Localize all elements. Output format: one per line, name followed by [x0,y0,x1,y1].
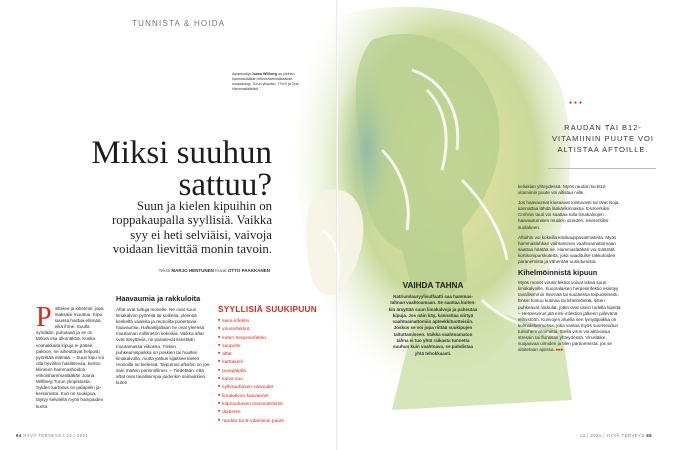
section-label: TUNNISTA & HOIDA [132,19,226,28]
credit-photographer: OTTO PAAKKANEN [227,268,270,273]
caption-prefix: Asiantuntija [232,72,251,76]
drop-cap: P [36,302,52,333]
pull-quote: RAUDAN TAI B12-VITAMIININ PUUTE VOI ALTISTAA AFTOILLE. [552,123,654,154]
credit-photo-label: Kuvat [215,268,227,273]
magazine-name-left: HYVÄ TERVEYS / 13 / 2021 [23,433,89,438]
folio-right [580,433,652,438]
page-number-left: 64 [16,433,22,438]
article-title: Miksi suuhun sattuu? [91,135,272,203]
page-number-right: 65 [646,433,652,438]
list-item: ■ sieni-infektio [218,317,320,325]
right-paragraph: Jos haavaumat kiusaavat toistuvasti tai ovat isoja, kannattaa lähdä lääkärikinnaksa. Esimerkiksi Crohnin tauti voi saattaa tulla limakalvojen haavautumisen muiden oireiden, esimerkiksi suolakeen. [518,200,620,230]
list-item: ■ diabetes [218,408,320,416]
byline [100,268,270,273]
list-item: ■ kilpirauhasen toimintahäiriöt [218,400,320,408]
tip-heading: VAIHDA TAHNA [402,281,464,290]
list-item: ■ virusinfektiot, [218,325,320,333]
page-gutter [336,0,338,450]
list-item: ■ punajäkälä [218,367,320,375]
magazine-name-right: 13 / 2021 / HYVÄ TERVEYS [579,433,645,438]
right-paragraph [518,280,624,353]
article-lede: Suun ja kielen kipuihin on roppakaupalla syyllisiä. Vaikka syy ei heti selviäisi, vaivoja voidaan lievittää monin tavoin. [111,199,272,257]
body-column-right [518,184,624,357]
body-column-1 [36,302,104,410]
causes-heading: SYYLLISIÄ SUUKIPUUN [218,305,317,314]
continue-marker: ▸▸▸ [556,347,564,354]
credit-text-label: Teksti [158,268,171,273]
right-paragraph: Aftoihin voi kokeilla kiisikauppavalmisteita. Myös hammaslahkan vaihtaminen vaahtoamattomaan saattaa häätää ne. Hammaslääkäri voi määrätä kortisonipurskuteita, joka vaaditulse rakkuloiden paranemista ja vähentää uusiutumista. [518,234,617,265]
right-paragraph: keliakian yhteydessä. Myös raudan tai B12-vitamiinin puute voi altistaa niille. [518,184,607,196]
list-item: ■ karttakieli [218,358,320,366]
list-item: ■ kuiva suu [218,375,320,383]
list-item: ■ raudan tai B-vitamiinin puute [218,417,320,425]
right-column-heading: Kihelmöinnistä kipuun [518,268,598,278]
list-item: ■ kuten herpesinfektio [218,334,320,342]
column-2-heading: Haavaumia ja rakkuloita [116,294,201,303]
list-item: ■ aftat [218,350,320,358]
list-item: ■ suupolte [218,342,320,350]
causes-box [218,305,320,425]
quote-ornament: ●●● [569,100,585,106]
list-item: ■ sylkirauhasen sairaudet [218,383,320,391]
column-2-text: Aftat ovat tuttuja monelle. Ne ovat suun limakalvon pyöreitä tai soikeita, yleensä keskeltä vaaleita ja reunoilta punertavia haavaumia. Halkaisijaltaan ne ovat yleensä muutaman millimetrin kokoisia. Vaikka aftat ovat ärsyttäviä, ne paranevat itsestään muutamassa viikossa. Yleisin puhkeamispaikka on poskien tai huulten limakalvolla, mutta joskus sijaitsee kielen reunoilla tai kielessä. Taipumus aftoihin on jossain määrin perinnöllinen. – Tiedetään, että aftat ovat tavallisimpia joidenkin sairauksien, kuten [116,307,211,386]
caption-name: Joana Willberg [251,72,278,76]
column-1-text: olttelee ja kihelmöi, jopa maksaisi muuttuu. Kipu suussa haittaa elämää, eikä ihme. Suulla syödään, puhutaan ja se on tärkeä osa ulkonäköä. Koska voimakkaita kipuja ei pääse pakoon, ne aiheuttavat helposti pyörittää elämää. – Suun kipu voi olla hyvinkin haitlitsevaa, kertoo kliininen hammashoidon erikoishammaslääkäri Joana Willberg Turun yliopistosta. Syiden kartoitus on palapelin jakentamista. Kun on suukipua, täytyy selvitellä myös hampaiden kunto. [36,306,104,409]
list-item: ■ limakalvon kasvaimet [218,392,320,400]
quote-divider [548,168,656,169]
right-paragraph-text: Myös monet virusinfektiot voivat iskeä suun limakalvoille. Suomalaisen herpesinfektio esiintyy tavallisimmin ilmenää tai suulaessa toipuoleisesti. Ensin tuntuu kutinaa tai kihelmöintiä, sitten puhkeavat rakkulat, jotka ovat usein todella kipeitä. – Herpesvirus jää ensi-infektion jälkeen piilevänä elimistöön. Kuvvojen aluella sen lymyäpaikka on kolmoishermossa, joka vastaa myös suunseudun tuntohermotoiminta. Siellä virus voi aktivoitua stressin tai flunssan yhteydessä. Virusläike suojaavaa uimiden ja tilen paranemista, jos se aloitetaan ajoissa. [518,280,622,353]
folio-left [16,433,88,438]
expert-caption [232,72,302,92]
causes-list [218,317,320,425]
toothpaste-tip-box [388,281,478,357]
body-column-2 [116,295,212,386]
caption-text: on yleinen hammaslääkäri erikoishammaslääkäri, suupatologi, Turun yliopisto, TYKS ja Oral Hammaslääkärit. [232,72,299,91]
credit-writer: MARJO HENTUNEN [171,268,214,273]
tip-text: Natriumlauryylisulfaatti saa hammastahnan vaahtoamaan. Se saattaa kuitenkin ärsyttää suun limakalvoja ja paheutaa kipuja. Jos näin käy, kannattaa siirtyä vaahtoamattomiin apteekkituotteisiin. Joskus se voi jopa riittää suukipujen taltuttamiseen. Vaikka vaahtoamaton tahna ei tuo yhtä raikasta tunnetta suuhun kuin vaahtoava, se puhdistaa yhtä tehokkaasti. [388,294,478,356]
